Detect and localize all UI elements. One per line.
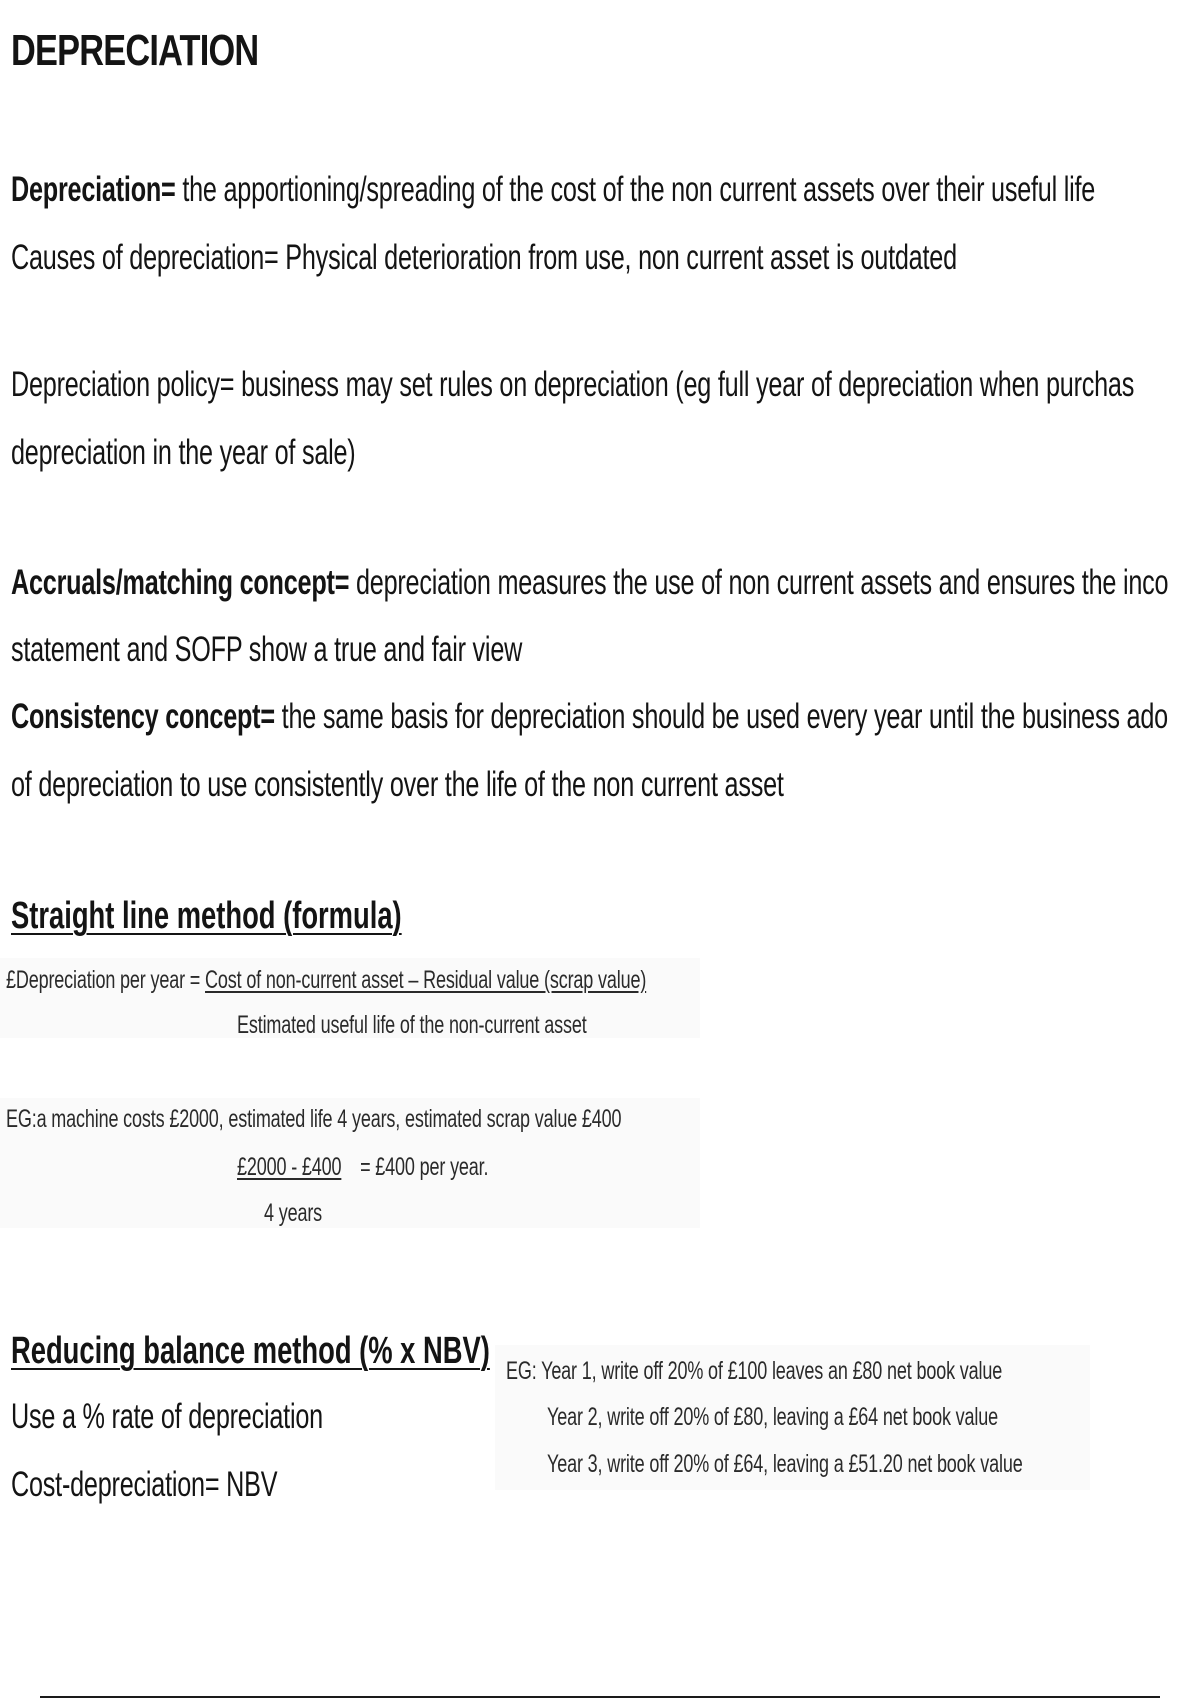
consistency-concept-line2: of depreciation to use consistently over the life of the non current asset [11,765,784,804]
depreciation-policy-line2: depreciation in the year of sale) [11,433,356,472]
straight-line-example: EG:a machine costs £2000, estimated life 4 years, estimated scrap value £400 [6,1105,622,1133]
formula-numerator: Cost of non-current asset – Residual value (scrap value) [205,966,647,994]
straight-line-formula [6,966,646,995]
calc-result: = £400 per year. [360,1153,489,1181]
accruals-concept-line2: statement and SOFP show a true and fair view [11,630,523,669]
reducing-example-year3: Year 3, write off 20% of £64, leaving a £51.20 net book value [547,1450,1023,1478]
consistency-term: Consistency concept= [11,697,275,736]
consistency-concept [11,697,1168,737]
causes-of-depreciation: Causes of depreciation= Physical deterioration from use, non current asset is outdated [11,238,957,277]
page-title: DEPRECIATION [11,26,259,75]
example-calculation [237,1153,488,1182]
formula-denominator: Estimated useful life of the non-current asset [237,1011,587,1039]
reducing-balance-line1: Use a % rate of depreciation [11,1397,323,1436]
accruals-concept [11,563,1168,603]
depreciation-term: Depreciation= [11,170,176,209]
calc-denominator: 4 years [264,1199,323,1227]
depreciation-policy-line1: Depreciation policy= business may set rules on depreciation (eg full year of depreciation when purchas [11,365,1135,404]
reducing-example-year2: Year 2, write off 20% of £80, leaving a £64 net book value [547,1403,998,1431]
consistency-text: the same basis for depreciation should be used every year until the business ado [274,697,1168,736]
bottom-divider [40,1696,1160,1698]
reducing-example-year1: EG: Year 1, write off 20% of £100 leaves an £80 net book value [506,1357,1003,1385]
calc-numerator: £2000 - £400 [237,1153,342,1181]
reducing-balance-line2: Cost-depreciation= NBV [11,1465,278,1504]
straight-line-heading: Straight line method (formula) [11,895,402,937]
reducing-balance-heading: Reducing balance method (% x NBV) [11,1330,490,1372]
depreciation-definition [11,170,1095,210]
accruals-term: Accruals/matching concept= [11,563,350,602]
depreciation-text: the apportioning/spreading of the cost of the non current assets over their useful life [175,170,1096,209]
formula-label: £Depreciation per year = [6,966,206,994]
accruals-text: depreciation measures the use of non current assets and ensures the inco [349,563,1169,602]
